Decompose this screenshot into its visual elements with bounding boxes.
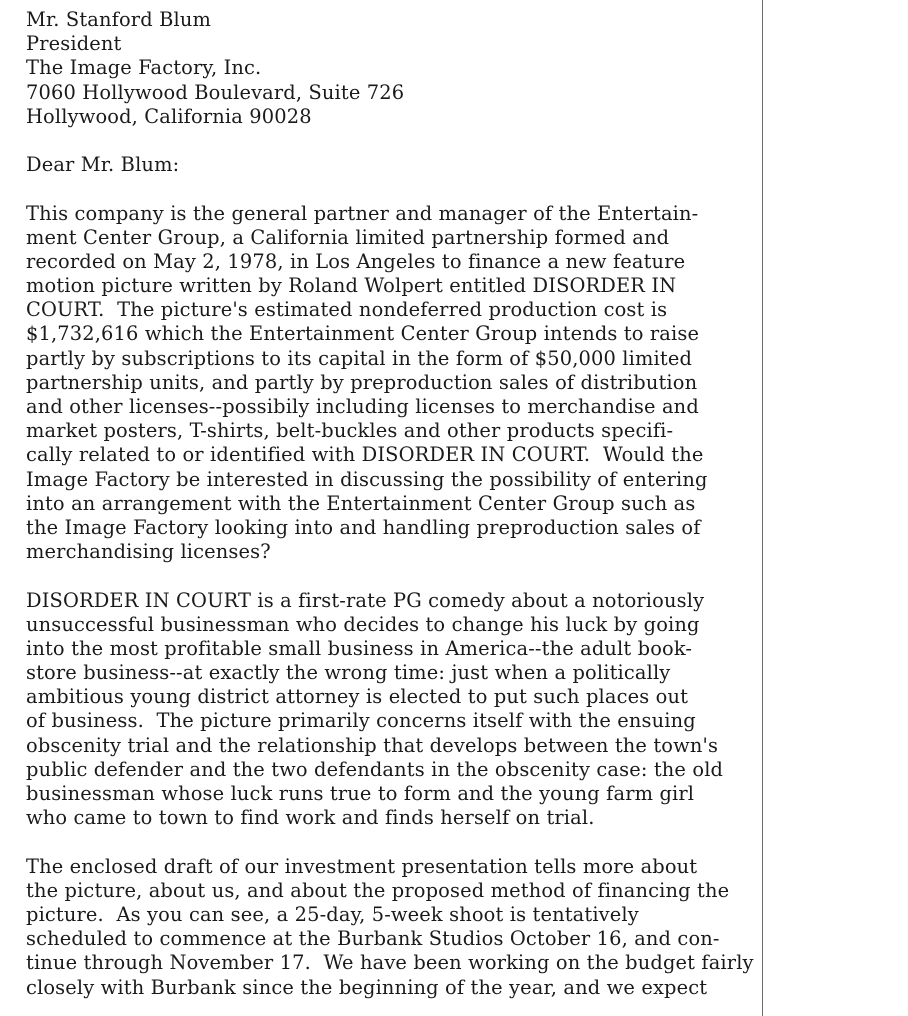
text-line: into an arrangement with the Entertainment Center Group such as: [26, 491, 696, 515]
text-line: recorded on May 2, 1978, in Los Angeles to finance a new feature: [26, 249, 686, 273]
text-line: ment Center Group, a California limited partnership formed and: [26, 225, 670, 249]
text-line: COURT. The picture's estimated nondeferred production cost is: [26, 298, 668, 322]
text-line: businessman whose luck runs true to form and the young farm girl: [26, 782, 695, 805]
spacer: [26, 129, 906, 153]
page-fold-line: [762, 0, 763, 1016]
recipient-city: Hollywood, California 90028: [26, 104, 312, 128]
text-line: market posters, T-shirts, belt-buckles and other products specifi-: [26, 419, 674, 443]
paragraph-3: [26, 855, 906, 1000]
text-line: $1,732,616 which the Entertainment Center Group intends to raise: [26, 322, 700, 346]
text-line: public defender and the two defendants in the obscenity case: the old: [26, 757, 724, 781]
text-line: of business. The picture primarily concerns itself with the ensuing: [26, 709, 696, 733]
text-line: picture. As you can see, a 25-day, 5-week shoot is tentatively: [26, 902, 639, 926]
recipient-title: President: [26, 32, 122, 56]
letter-body: [26, 8, 906, 1000]
text-line: merchandising licenses?: [26, 540, 271, 564]
recipient-company: The Image Factory, Inc.: [26, 56, 262, 80]
paragraph-1: [26, 202, 906, 565]
text-line: scheduled to commence at the Burbank Studios October 16, and con-: [26, 927, 720, 951]
text-line: store business--at exactly the wrong time: just when a politically: [26, 661, 671, 685]
text-line: and other licenses--possibily including licenses to merchandise and: [26, 395, 699, 418]
text-line: obscenity trial and the relationship that develops between the town's: [26, 733, 719, 757]
spacer: [26, 830, 906, 854]
recipient-street: 7060 Hollywood Boulevard, Suite 726: [26, 80, 405, 104]
text-line: partly by subscriptions to its capital in the form of $50,000 limited: [26, 346, 693, 370]
paragraph-2: [26, 589, 906, 831]
text-line: Image Factory be interested in discussing the possibility of entering: [26, 467, 708, 491]
text-line: ambitious young district attorney is elected to put such places out: [26, 685, 689, 709]
spacer: [26, 177, 906, 201]
recipient-name: Mr. Stanford Blum: [26, 8, 212, 31]
text-line: DISORDER IN COURT is a first-rate PG comedy about a notoriously: [26, 588, 705, 612]
text-line: into the most profitable small business in America--the adult book-: [26, 636, 693, 660]
salutation: Dear Mr. Blum:: [26, 153, 180, 177]
text-line: closely with Burbank since the beginning of the year, and we expect: [26, 975, 708, 999]
recipient-address-block: [26, 8, 906, 129]
text-line: cally related to or identified with DISORDER IN COURT. Would the: [26, 443, 704, 467]
text-line: The enclosed draft of our investment presentation tells more about: [26, 854, 698, 878]
text-line: the picture, about us, and about the proposed method of financing the: [26, 878, 730, 902]
text-line: This company is the general partner and manager of the Entertain-: [26, 201, 699, 225]
text-line: who came to town to find work and finds herself on trial.: [26, 806, 595, 830]
text-line: tinue through November 17. We have been working on the budget fairly: [26, 951, 754, 975]
text-line: motion picture written by Roland Wolpert entitled DISORDER IN: [26, 274, 677, 298]
text-line: the Image Factory looking into and handling preproduction sales of: [26, 515, 701, 539]
text-line: partnership units, and partly by preproduction sales of distribution: [26, 370, 698, 394]
spacer: [26, 564, 906, 588]
text-line: unsuccessful businessman who decides to change his luck by going: [26, 612, 700, 636]
